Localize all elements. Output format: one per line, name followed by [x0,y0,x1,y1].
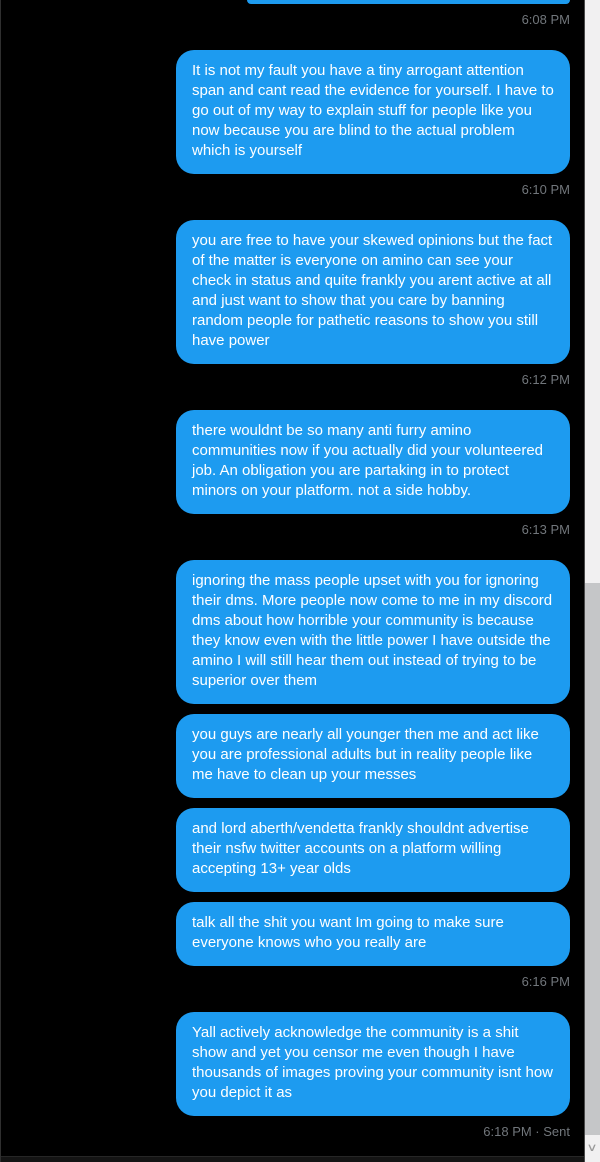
timestamp: 6:12 PM [521,372,570,387]
message-bubble-sent[interactable]: you guys are nearly all younger then me and act like you are professional adults but in reality people like me have to clean up your messes [176,714,570,798]
message-bubble-sent[interactable]: Yall actively acknowledge the community is a shit show and yet you censor me even though I have thousands of images proving your community isnt how you depict it as [176,1012,570,1116]
message-bubble-sent[interactable]: you are free to have your skewed opinions but the fact of the matter is everyone on amino can see your check in status and quite frankly you arent active at all and just want to show that you care by banning random people for pathetic reasons to show you still have power [176,220,570,364]
timestamp: 6:13 PM [521,522,570,537]
timestamp: 6:10 PM [521,182,570,197]
message-bubble-sent[interactable]: and lord aberth/vendetta frankly shouldnt advertise their nsfw twitter accounts on a platform willing accepting 13+ year olds [176,808,570,892]
timestamp: 6:16 PM [521,974,570,989]
timestamp: 6:18 PM · Sent [483,1124,570,1139]
scrollbar[interactable] [584,0,600,1162]
scrollbar-down-button[interactable] [585,1135,600,1162]
message-bubble-sent[interactable]: ignoring the mass people upset with you for ignoring their dms. More people now come to me in my discord dms about how horrible your community is because they know even with the little power I have outside the amino I will still hear them out instead of trying to be superior over them [176,560,570,704]
message-bubble-sent-partial[interactable] [247,0,570,4]
scrollbar-thumb[interactable] [585,583,600,1135]
message-bubble-sent[interactable]: talk all the shit you want Im going to make sure everyone knows who you really are [176,902,570,966]
timestamp: 6:08 PM [521,12,570,27]
bottom-edge-divider [1,1156,584,1162]
message-bubble-sent[interactable]: there wouldnt be so many anti furry amino communities now if you actually did your volunteered job. An obligation you are partaking in to protect minors on your platform. not a side hobby. [176,410,570,514]
chevron-down-icon: ∨ [586,1142,599,1154]
message-list[interactable] [1,0,584,1162]
message-bubble-sent[interactable]: It is not my fault you have a tiny arrogant attention span and cant read the evidence for yourself. I have to go out of my way to explain stuff for people like you now because you are blind to the actual problem which is yourself [176,50,570,174]
